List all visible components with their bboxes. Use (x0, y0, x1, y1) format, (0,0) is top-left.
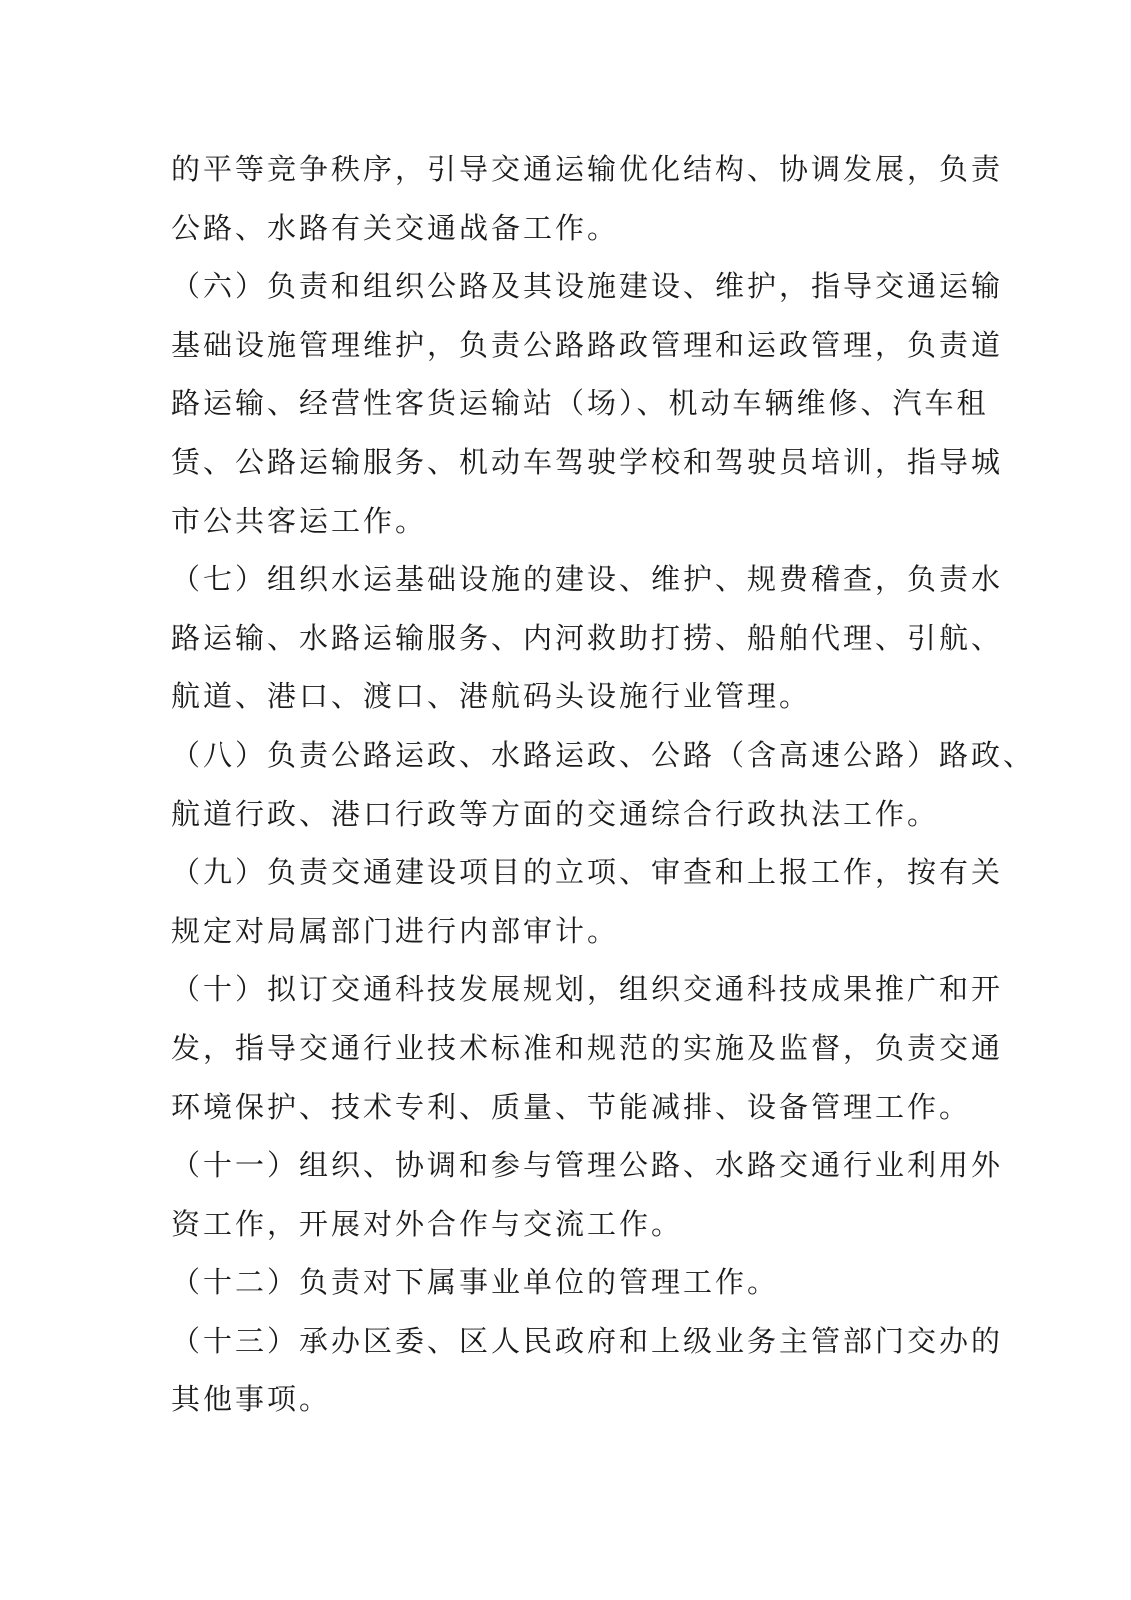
text-line (171, 609, 1004, 668)
text-line-content: 其他事项。 (171, 1382, 332, 1417)
text-line-content: 航道、港口、渡口、港航码头设施行业管理。 (171, 679, 812, 714)
text-line-content: （十三）承办区委、区人民政府和上级业务主管部门交办的 (171, 1323, 1004, 1358)
text-line-content: 市公共客运工作。 (171, 503, 428, 538)
text-line (171, 257, 1004, 316)
text-line-content: （八）负责公路运政、水路运政、公路（含高速公路）路政、 (171, 737, 1036, 772)
text-line (171, 1195, 961, 1254)
text-line (171, 667, 961, 726)
text-line (171, 374, 989, 433)
text-line-content: 公路、水路有关交通战备工作。 (171, 210, 620, 245)
text-line-content: 发，指导交通行业技术标准和规范的实施及监督，负责交通 (171, 1030, 1004, 1065)
text-line (171, 1019, 1004, 1078)
text-line-content: 资工作，开展对外合作与交流工作。 (171, 1206, 684, 1241)
text-line (171, 433, 1004, 492)
text-line-content: （九）负责交通建设项目的立项、审查和上报工作，按有关 (171, 855, 1004, 890)
text-line (171, 902, 961, 961)
text-line (171, 140, 1004, 199)
text-line-content: 路运输、水路运输服务、内河救助打捞、船舶代理、引航、 (171, 620, 1004, 655)
text-line (171, 726, 1036, 785)
text-line-content: 的平等竞争秩序，引导交通运输优化结构、协调发展，负责 (171, 152, 1004, 186)
text-line (171, 550, 1004, 609)
text-line (171, 1136, 1004, 1195)
text-line-content: 路运输、经营性客货运输站（场）、机动车辆维修、汽车租 (171, 386, 989, 421)
text-line-content: 规定对局属部门进行内部审计。 (171, 913, 620, 948)
text-line-content: （十一）组织、协调和参与管理公路、水路交通行业利用外 (171, 1148, 1004, 1183)
text-line (171, 1078, 972, 1137)
text-line (171, 1312, 1004, 1371)
text-line-content: 环境保护、技术专利、质量、节能减排、设备管理工作。 (171, 1089, 972, 1124)
text-line-content: 基础设施管理维护，负责公路路政管理和运政管理，负责道 (171, 327, 1004, 362)
text-line (171, 1253, 961, 1312)
text-line (171, 492, 961, 551)
text-line-content: 赁、公路运输服务、机动车驾驶学校和驾驶员培训，指导城 (171, 444, 1004, 479)
text-line (171, 843, 1004, 902)
text-line-content: 航道行政、港口行政等方面的交通综合行政执法工作。 (171, 796, 940, 831)
text-line (171, 960, 1004, 1019)
text-line (171, 785, 961, 844)
text-line (171, 1370, 961, 1429)
text-line (171, 199, 961, 258)
text-line-content: （七）组织水运基础设施的建设、维护、规费稽查，负责水 (171, 562, 1004, 597)
document-body (171, 140, 1036, 1429)
text-line-content: （十二）负责对下属事业单位的管理工作。 (171, 1265, 780, 1300)
text-line (171, 316, 1004, 375)
text-line-content: （十）拟订交通科技发展规划，组织交通科技成果推广和开 (171, 972, 1004, 1007)
text-line-content: （六）负责和组织公路及其设施建设、维护，指导交通运输 (171, 269, 1004, 304)
